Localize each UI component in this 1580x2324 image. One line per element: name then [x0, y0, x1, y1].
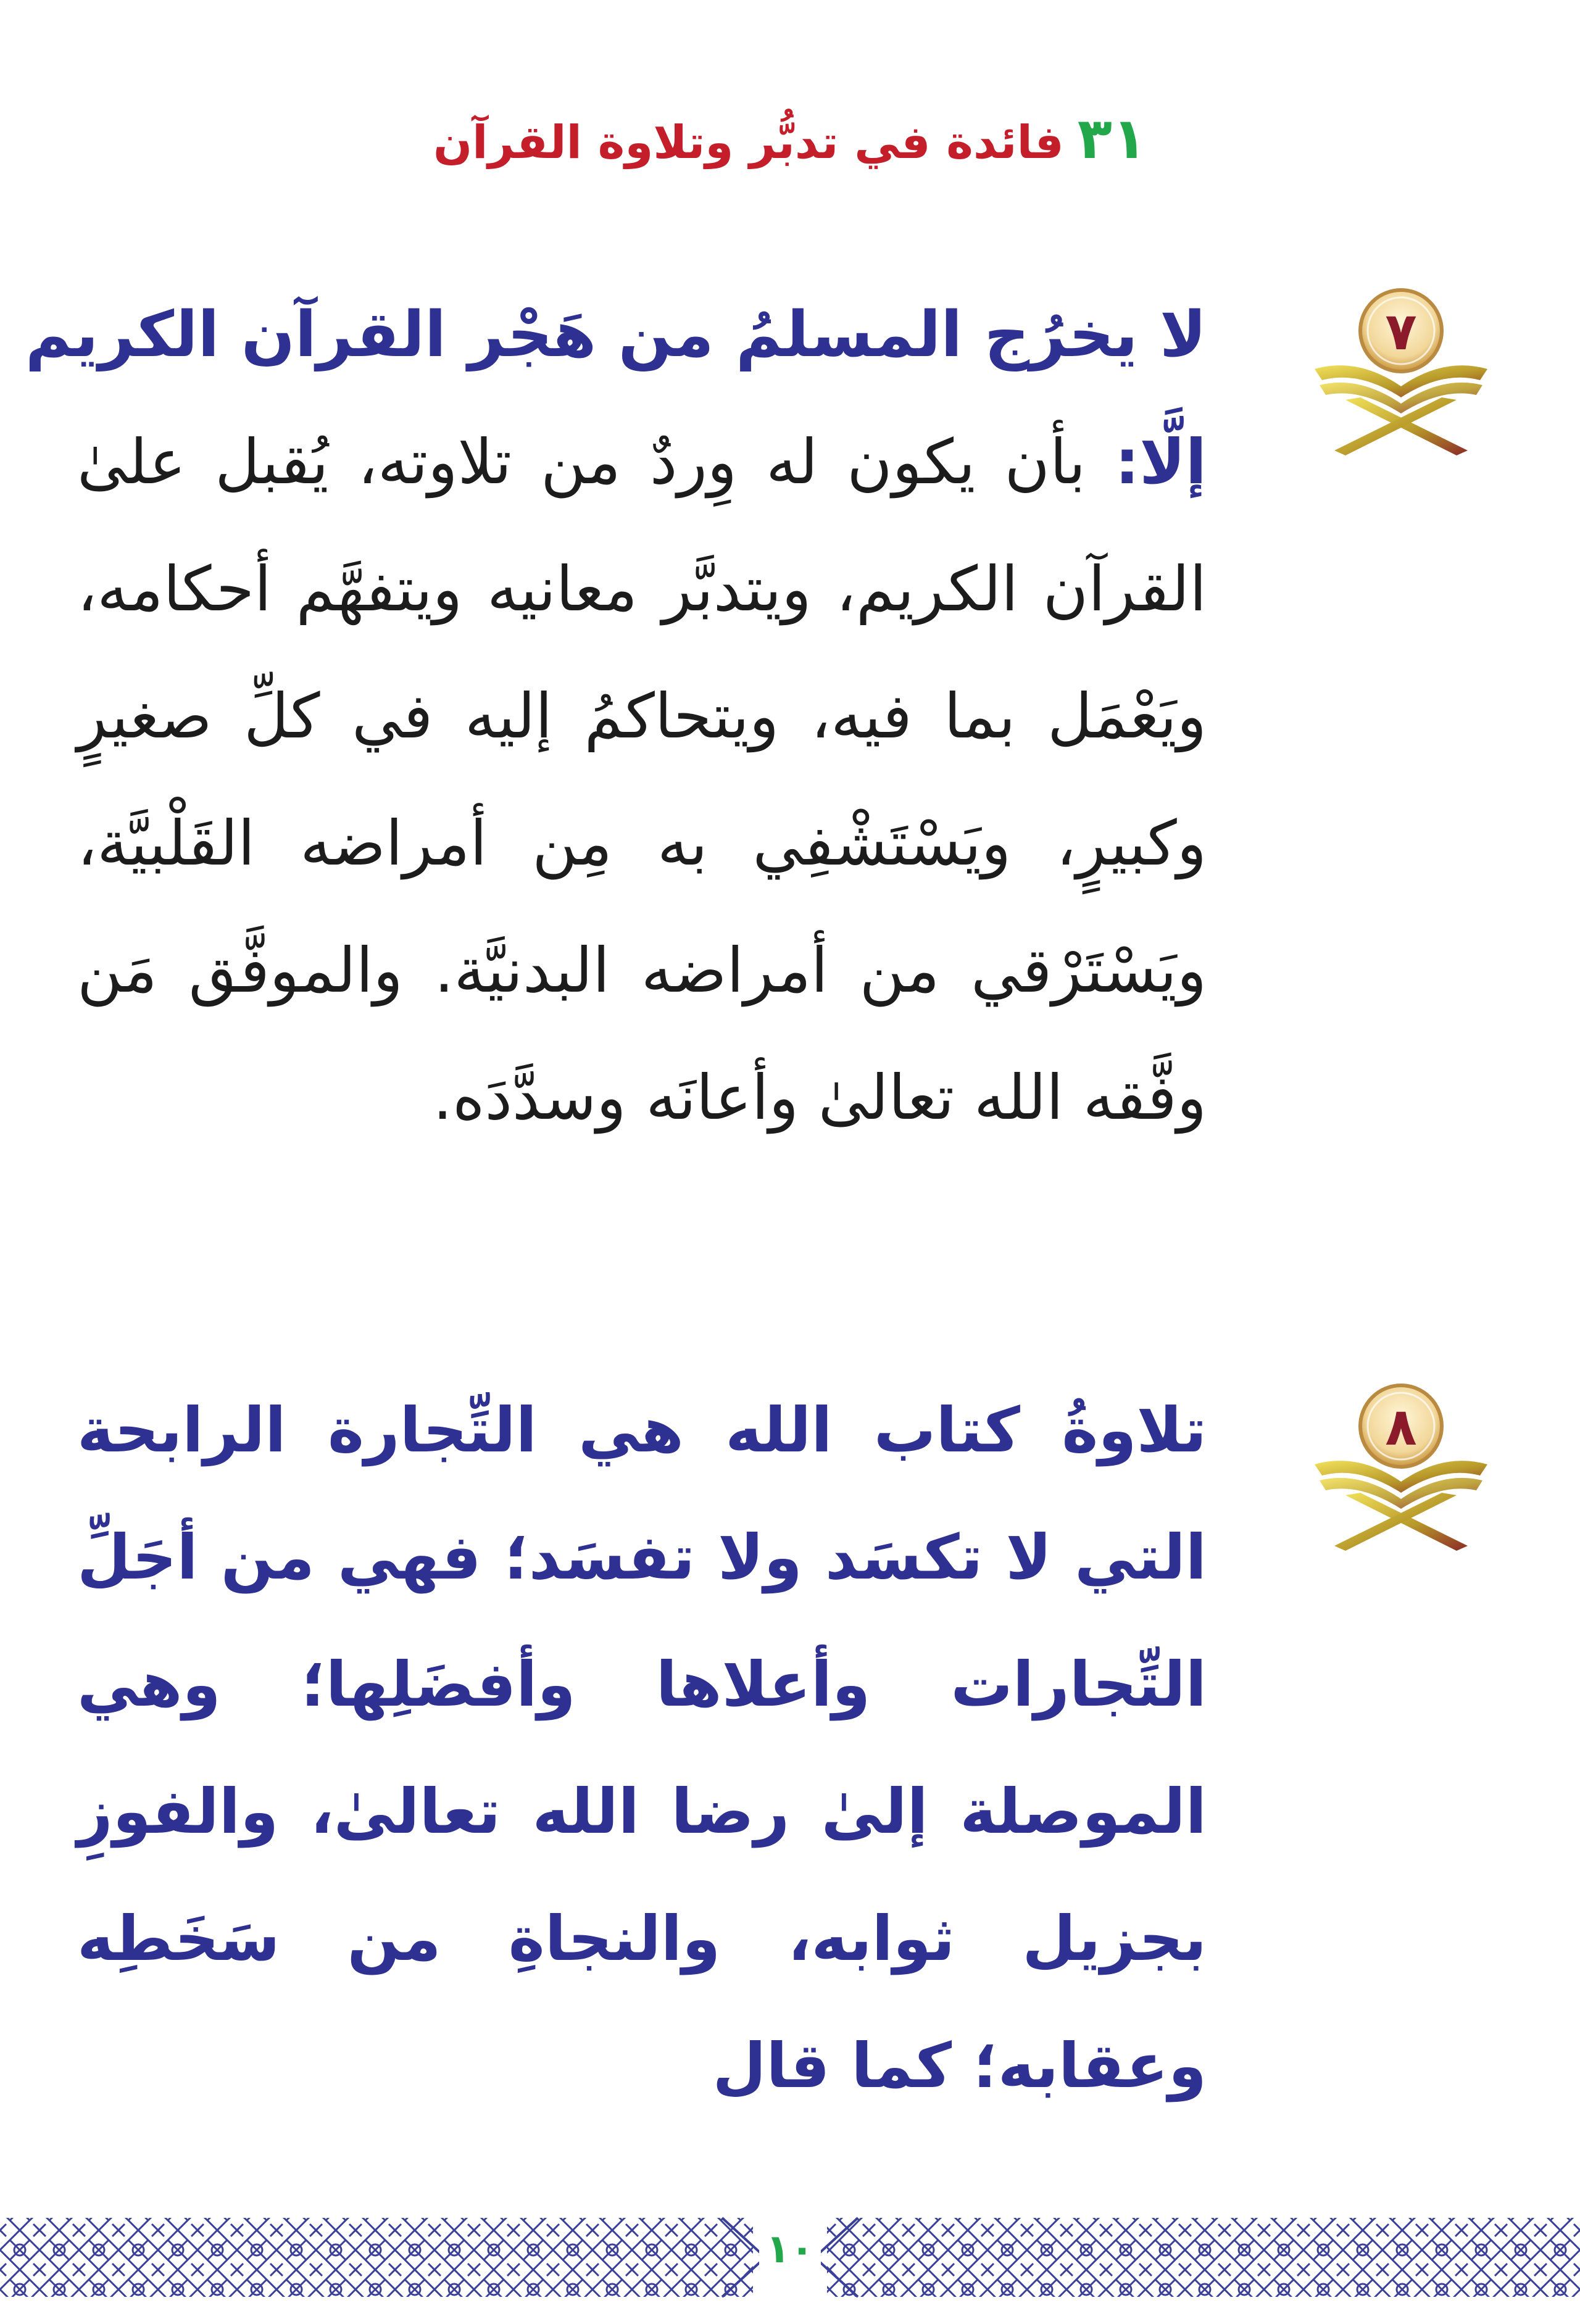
- header-number: ٣١: [1077, 106, 1147, 172]
- section-heading: لا يخرُج المسلمُ من هَجْر القرآن الكريم: [25, 298, 1207, 371]
- badge-number-8: ٨: [1385, 1396, 1417, 1457]
- header-title: فائدة في تدبُّر وتلاوة القرآن: [433, 116, 1064, 169]
- running-header: [0, 105, 1580, 176]
- quran-badge-icon: [1302, 276, 1500, 462]
- section-lead: إلَّا:: [1115, 426, 1207, 498]
- badge-number-7: ٧: [1385, 301, 1417, 362]
- open-quran-on-stand-icon: [1302, 276, 1500, 462]
- quran-badge-icon: [1302, 1372, 1500, 1557]
- page-number: ١٠: [759, 2222, 821, 2277]
- open-quran-on-stand-icon: [1302, 1372, 1500, 1557]
- section-body: [77, 399, 1207, 1161]
- section-body-text: بأن يكون له وِردٌ من تلاوته، يُقبل علىٰ القرآن الكريم، ويتدبَّر معانيه ويتفهَّم أحكامه، ويَعْمَل بما فيه، ويتحاكمُ إليه في كلِّ صغيرٍ وكبيرٍ، ويَسْتَشْفِي به مِن أمراضه القَلْبيَّة، ويَسْتَرْقي من أمراضه البدنيَّة. والموفَّق مَن وفَّقه الله تعالىٰ وأعانَه وسدَّدَه.: [77, 426, 1207, 1134]
- section-body: تلاوةُ كتاب الله هي التِّجارة الرابحة التي لا تكسَد ولا تفسَد؛ فهي من أجَلِّ التِّجارات وأعلاها وأفضَلِها؛ وهي الموصلة إلىٰ رضا الله تعالىٰ، والفوزِ بجزيل ثوابه، والنجاةِ من سَخَطِه وعقابه؛ كما قال: [77, 1394, 1207, 2102]
